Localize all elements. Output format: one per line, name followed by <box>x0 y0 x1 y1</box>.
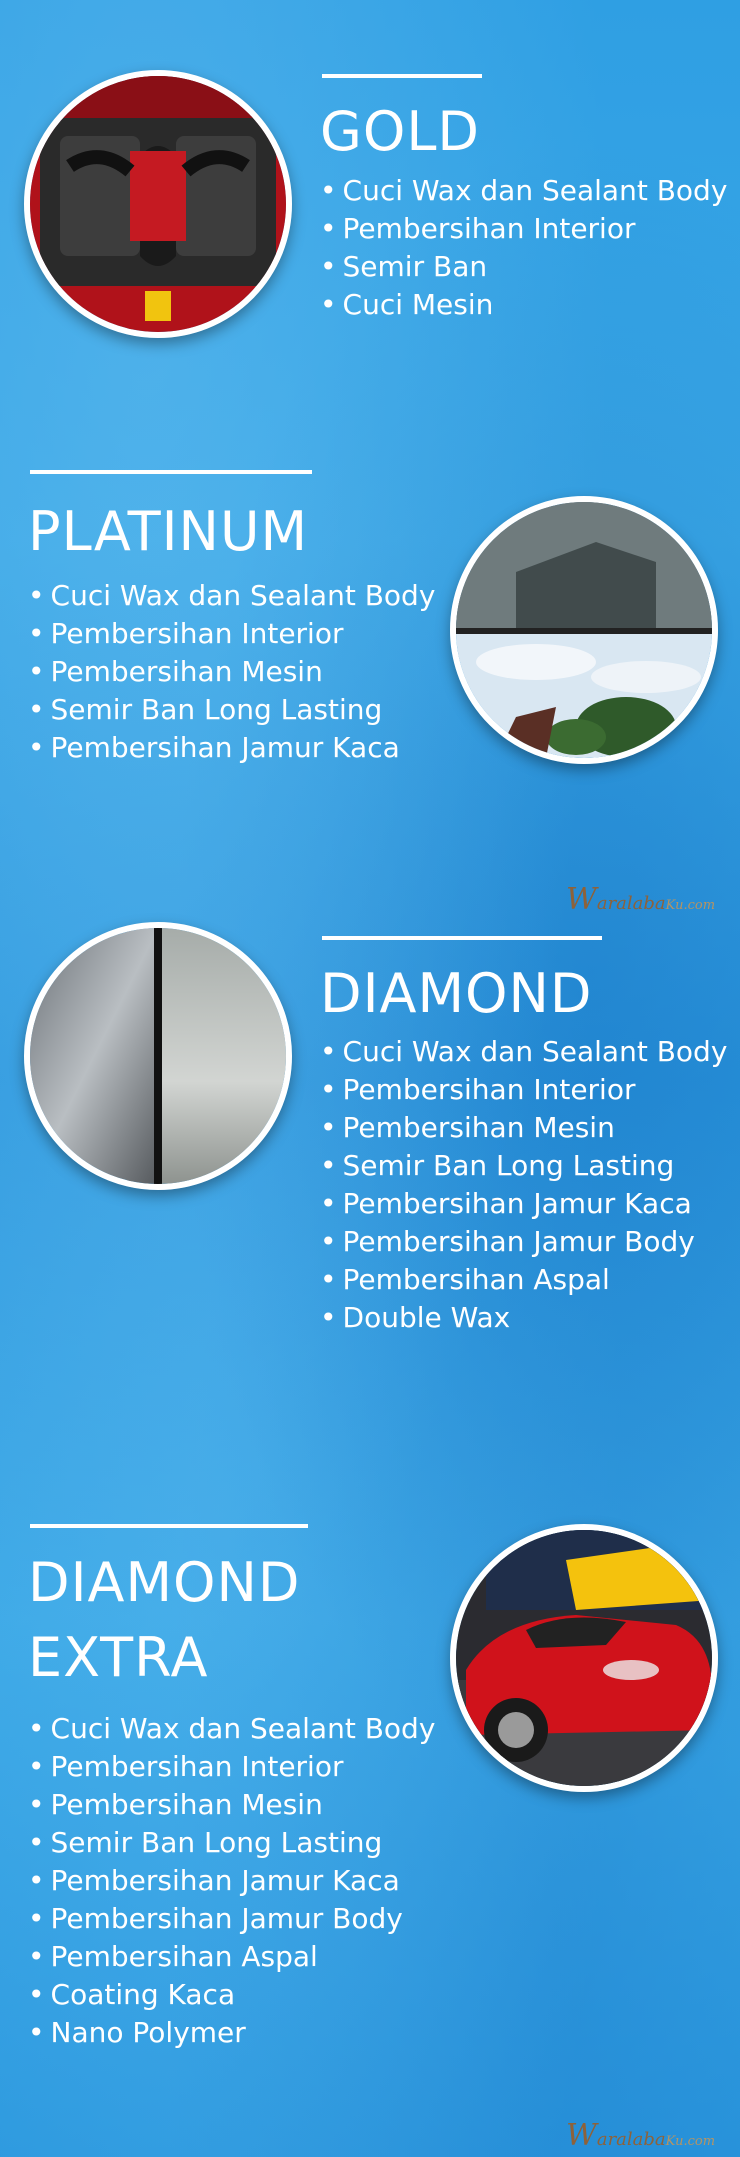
diamond-extra-title-line1: DIAMOND <box>28 1551 301 1614</box>
list-item: • Pembersihan Jamur Body <box>320 1223 727 1261</box>
platinum-divider <box>30 470 312 474</box>
list-item: • Pembersihan Aspal <box>28 1938 435 1976</box>
paint-before-after-illustration <box>30 928 286 1184</box>
list-item: • Pembersihan Mesin <box>320 1109 727 1147</box>
list-item: • Semir Ban Long Lasting <box>28 1824 435 1862</box>
list-item: • Pembersihan Aspal <box>320 1261 727 1299</box>
list-item: • Cuci Wax dan Sealant Body <box>320 1033 727 1071</box>
list-item: • Pembersihan Interior <box>320 1071 727 1109</box>
diamond-extra-divider <box>30 1524 308 1528</box>
glass-before-after-photo <box>450 496 718 764</box>
list-item: • Nano Polymer <box>28 2014 435 2052</box>
list-item: • Pembersihan Interior <box>320 210 727 248</box>
list-item: • Pembersihan Jamur Kaca <box>28 1862 435 1900</box>
list-item: • Semir Ban <box>320 248 727 286</box>
red-car-photo <box>450 1524 718 1792</box>
engine-bay-illustration <box>30 76 286 332</box>
gold-divider <box>322 74 482 78</box>
gold-title: GOLD <box>320 100 481 163</box>
engine-bay-photo <box>24 70 292 338</box>
list-item: • Pembersihan Mesin <box>28 653 435 691</box>
list-item: • Cuci Wax dan Sealant Body <box>320 172 727 210</box>
diamond-title: DIAMOND <box>320 962 593 1025</box>
diamond-feature-list <box>320 1033 727 1337</box>
list-item: • Pembersihan Jamur Kaca <box>320 1185 727 1223</box>
list-item: • Pembersihan Interior <box>28 615 435 653</box>
list-item: • Cuci Mesin <box>320 286 727 324</box>
platinum-feature-list <box>28 577 435 767</box>
platinum-title: PLATINUM <box>28 500 309 563</box>
list-item: • Cuci Wax dan Sealant Body <box>28 577 435 615</box>
red-car-illustration <box>456 1530 712 1786</box>
list-item: • Pembersihan Mesin <box>28 1786 435 1824</box>
diamond-extra-feature-list <box>28 1710 435 2052</box>
watermark-logo: WaralabaKu.com <box>566 882 716 917</box>
glass-before-after-illustration <box>456 502 712 758</box>
diamond-extra-title-line2: EXTRA <box>28 1626 209 1689</box>
paint-before-after-photo <box>24 922 292 1190</box>
list-item: • Coating Kaca <box>28 1976 435 2014</box>
list-item: • Pembersihan Jamur Kaca <box>28 729 435 767</box>
gold-feature-list <box>320 172 727 324</box>
list-item: • Semir Ban Long Lasting <box>320 1147 727 1185</box>
watermark-logo-bottom: WaralabaKu.com <box>566 2118 716 2153</box>
list-item: • Semir Ban Long Lasting <box>28 691 435 729</box>
diamond-divider <box>322 936 602 940</box>
list-item: • Double Wax <box>320 1299 727 1337</box>
list-item: • Cuci Wax dan Sealant Body <box>28 1710 435 1748</box>
list-item: • Pembersihan Interior <box>28 1748 435 1786</box>
list-item: • Pembersihan Jamur Body <box>28 1900 435 1938</box>
